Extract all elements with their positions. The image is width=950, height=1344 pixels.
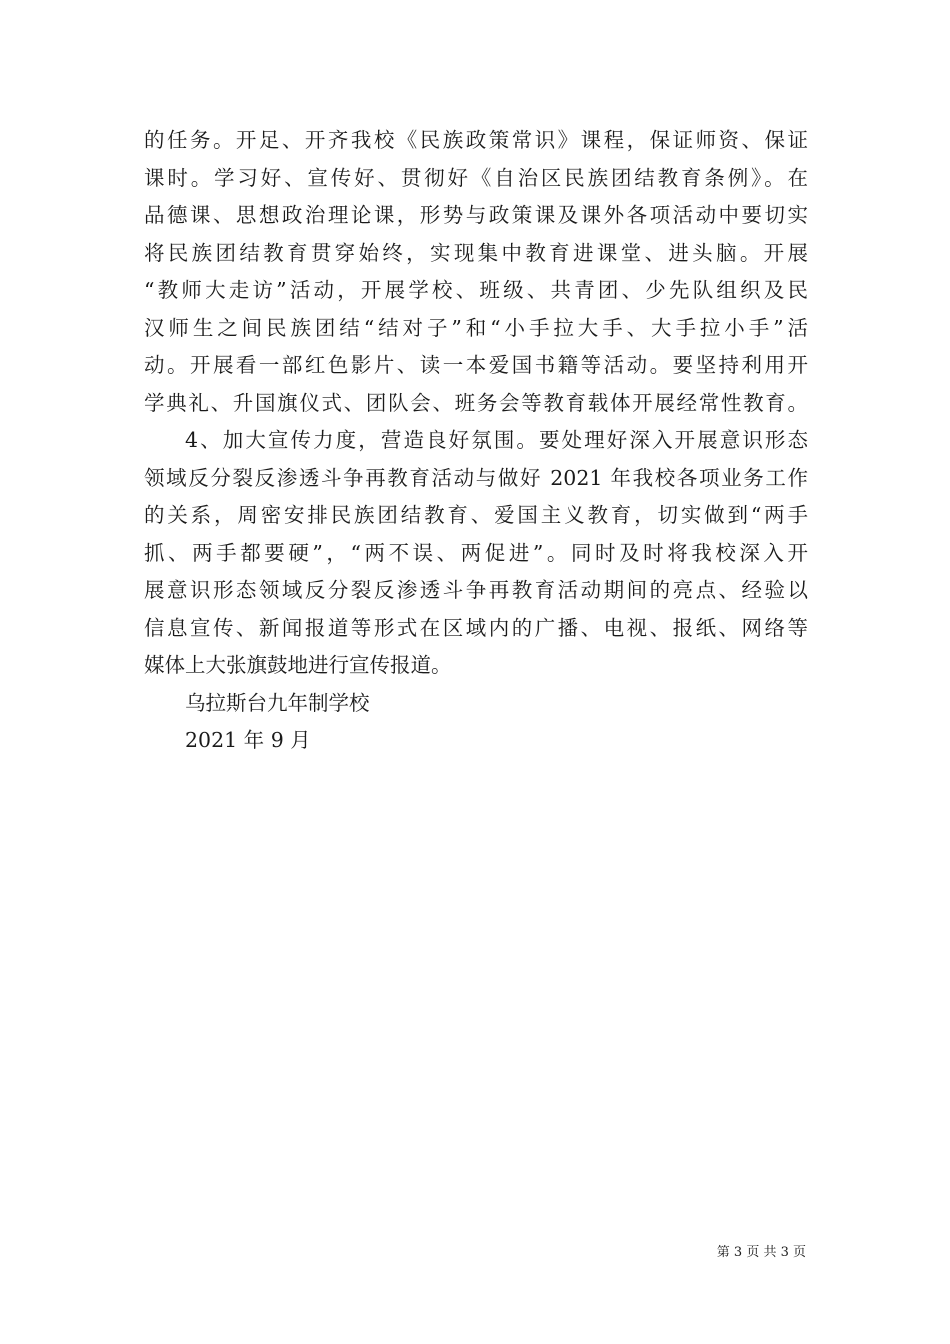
text-line: 汉师生之间民族团结“结对子”和“小手拉大手、大手拉小手”活 bbox=[144, 315, 808, 340]
paragraph-first-line: 4、加大宣传力度，营造良好氛围。要处理好深入开展意识形态 bbox=[185, 428, 808, 452]
text-line: “教师大走访”活动，开展学校、班级、共青团、少先队组织及民 bbox=[144, 278, 808, 302]
text-line: 将民族团结教育贯穿始终，实现集中教育进课堂、进头脑。开展 bbox=[144, 240, 808, 265]
text-line: 抓、两手都要硬”，“两不误、两促进”。同时及时将我校深入开 bbox=[144, 540, 808, 565]
text-line: 动。开展看一部红色影片、读一本爱国书籍等活动。要坚持利用开 bbox=[144, 353, 808, 377]
text-line: 的任务。开足、开齐我校《民族政策常识》课程，保证师资、保证 bbox=[144, 128, 808, 152]
text-line: 媒体上大张旗鼓地进行宣传报道。 bbox=[144, 653, 452, 677]
text-line: 展意识形态领域反分裂反渗透斗争再教育活动期间的亮点、经验以 bbox=[144, 578, 808, 602]
text-line: 学典礼、升国旗仪式、团队会、班务会等教育载体开展经常性教育。 bbox=[144, 390, 808, 415]
text-line: 的关系，周密安排民族团结教育、爱国主义教育，切实做到“两手 bbox=[144, 503, 808, 527]
text-line: 信息宣传、新闻报道等形式在区域内的广播、电视、报纸、网络等 bbox=[144, 615, 808, 640]
text-line: 课时。学习好、宣传好、贯彻好《自治区民族团结教育条例》。在 bbox=[144, 165, 808, 190]
signature-date: 2021 年 9 月 bbox=[185, 728, 311, 752]
page-number-footer: 第 3 页 共 3 页 bbox=[716, 1245, 806, 1260]
document-body bbox=[144, 122, 808, 760]
signature-organization: 乌拉斯台九年制学校 bbox=[185, 690, 370, 715]
text-line: 领域反分裂反渗透斗争再教育活动与做好 2021 年我校各项业务工作 bbox=[144, 465, 808, 490]
text-line: 品德课、思想政治理论课，形势与政策课及课外各项活动中要切实 bbox=[144, 203, 808, 227]
